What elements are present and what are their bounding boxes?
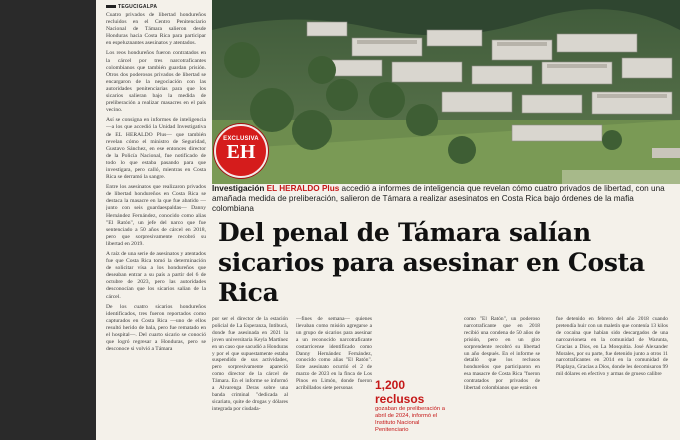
article-column-3	[464, 316, 540, 440]
article-paragraph: por ser el director de la estación policial de La Esperanza, Intibucá, donde fue asesinada en 2021 la joven universitaria Keyla Martínez en un caso que sacudió a Honduras y por el que supuestamente estaba suspendido de sus actividades, pero sorpresivamente apareció como director de la cárcel de Támara. En el informe se informó a Alvarenga Deras sobre una banda criminal "dedicada al sicariato, quite de drogas y dólares integrada por ciudada-	[212, 316, 288, 412]
sidebar-paragraph: Así se consigna en informes de inteligencia —a los que accedió la Unidad Investigativa de EL HERALDO Plus— que también revelan cómo el ministro de Seguridad, Gustavo Sánchez, en ese entonces director de la Policía Nacional, fue notificado de todo lo que estaba pasando para que investigara, pero calló, mientras en Costa Rica se derramó la sangre.	[106, 117, 206, 181]
article-paragraph: —fines de semana— quienes llevaban como misión agregarse a un grupo de sicarios para asesinar a un reconocido narcotraficante costarricense identificado como Danny Hernández Fernández, conocido como alias "El Ratón". Este asesinato ocurrió el 2 de marzo de 2023 en la finca de Los Pinos en Limón, donde fueron acribillados siete personas	[296, 316, 372, 392]
sidebar-column	[106, 0, 206, 440]
headline: Del penal de Támara salían sicarios para asesinar en Costa Rica	[218, 218, 645, 307]
stat-callout	[375, 378, 445, 434]
dek-lead: Investigación	[212, 184, 265, 193]
article-body	[212, 316, 680, 440]
subheadline	[212, 184, 672, 218]
stat-number: 1,200 reclusos	[375, 378, 425, 406]
sidebar-paragraph: Cuatro privados de libertad hondureños recluidos en el Centro Penitenciario Nacional de Támara salieron desde Honduras hacia Costa Rica para participar en espeluznantes asesinatos y atentados.	[106, 12, 206, 47]
article-column-4	[556, 316, 668, 440]
stat-text: gozaban de preliberación a abril de 2024, informó el Instituto Nacional Penitenciario	[375, 406, 445, 433]
article-column-2	[296, 316, 372, 440]
sidebar-paragraph: Entre los asesinatos que realizaron privados de libertad hondureños en Costa Rica se destaca la masacre en la que fue abatido —junto con seis guardaespaldas— Danny Hernández Fernández, conocido como alias "El Ratón", un jefe del narco que fue sentenciado a 50 años de cárcel en 2018, pero que sorpresivamente recobró su libertad en 2019.	[106, 184, 206, 247]
article-column-1	[212, 316, 288, 440]
sidebar-paragraph: A raíz de una serie de asesinatos y atentados fue que Costa Rica tomó la determinación de solicitar vísa a los hondureños que deseaban entrar a su país a partir del 6 de octubre de 2023, pero las autoridades desconocían que los sicarios salían de la cárcel.	[106, 251, 206, 300]
exclusive-badge	[214, 124, 268, 178]
prison-aerial-photo	[212, 0, 680, 184]
dateline: TEGUCIGALPA	[106, 4, 206, 10]
dek-brand: EL HERALDO Plus	[266, 184, 340, 193]
article-paragraph: como "El Ratón", un poderoso narcotraficante que en 2018 recibió una condena de 50 años de prisión, pero en un giro sorprendente recobró su libertad un año después. En el informe se detalló que los reclusos hondureños que participaron en esa masacre de Costa Rica "fueron contratados por privados de libertad colombianos que están en	[464, 316, 540, 392]
exclusive-label: EXCLUSIVA	[223, 136, 259, 142]
sidebar-paragraph: De los cuatro sicarios hondureños identificados, tres fueron reportados como capturados en Costa Rica —uno de ellos resultó herido de bala, pero fue rematado en el hospital—. Del cuarto sicario se conoció que logró regresar a Honduras, pero se desconoce si volvió a Támara	[106, 303, 206, 353]
eh-logo: EH	[226, 141, 256, 163]
dek-text: accedió a informes de inteligencia que revelan cómo cuatro privados de libertad, con una amañada medida de preliberación, salieron de Támara a realizar asesinatos en Costa Rica bajo órdenes de la mafia colombiana	[212, 184, 665, 213]
newspaper-page	[96, 0, 680, 440]
article-paragraph: fue detenido en febrero del año 2018 cuando pretendía huir con un maletín que contenía 13 kilos de cocaína que habían sido descargados de una narcoavioneta en la comunidad de Warunta, Gracias a Dios, en La Mosquitia. José Alexander Morales, por su parte, fue detenido junto a otros 11 narcotraficantes en 2014 en la comunidad de Plaplaya, Gracias a Dios, donde les decomisaron 99 mil dólares en efectivo y armas de grueso calibre	[556, 316, 668, 378]
sidebar-paragraph: Los reos hondureños fueron contratados en la cárcel por tres narcotraficantes colombianos que también guardan prisión. Otros dos poderosos privados de libertad se encargaron de la negociación con las autoridades penitenciarias para que los sicarios salieran bajo la medida de preliberación a realizar masacres en el país vecino.	[106, 50, 206, 114]
